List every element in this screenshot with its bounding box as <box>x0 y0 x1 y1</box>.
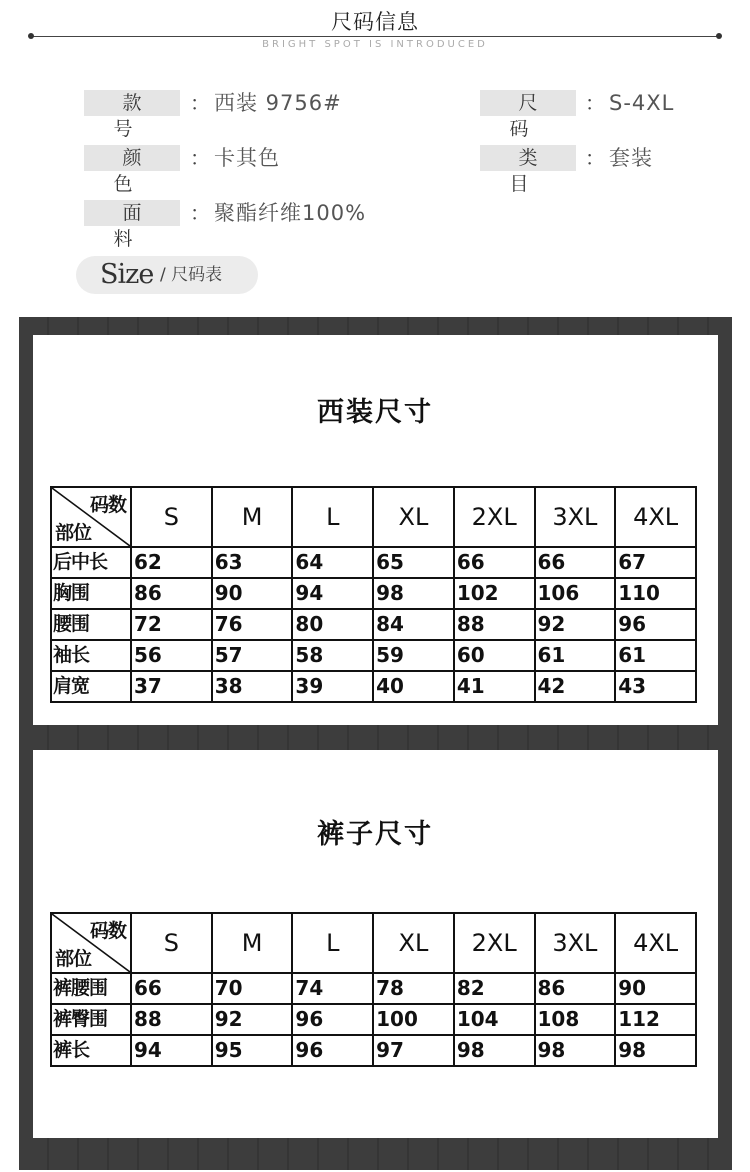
table-cell: 98 <box>615 1035 696 1066</box>
category-value: 套装 <box>609 146 653 170</box>
column-header: M <box>212 487 293 547</box>
table-cell: 104 <box>454 1004 535 1035</box>
table-cell: 72 <box>131 609 212 640</box>
column-header: 4XL <box>615 913 696 973</box>
table-cell: 92 <box>212 1004 293 1035</box>
column-header: S <box>131 913 212 973</box>
table-cell: 94 <box>131 1035 212 1066</box>
corner-cell <box>51 487 131 547</box>
table-cell: 88 <box>454 609 535 640</box>
table-cell: 84 <box>373 609 454 640</box>
size-badge-cn: / 尺码表 <box>160 265 223 285</box>
column-header: 3XL <box>535 913 616 973</box>
table-cell: 60 <box>454 640 535 671</box>
size-badge-en: Size <box>100 259 154 290</box>
row-label: 后中长 <box>51 547 131 578</box>
size-range-value: S-4XL <box>609 91 675 115</box>
fabric-colon: ： <box>190 201 210 225</box>
table-cell: 59 <box>373 640 454 671</box>
table-cell: 108 <box>535 1004 616 1035</box>
style-no-colon: ： <box>190 91 210 115</box>
table-cell: 86 <box>535 973 616 1004</box>
table-cell: 88 <box>131 1004 212 1035</box>
row-label: 裤腰围 <box>51 973 131 1004</box>
table-row <box>51 640 696 671</box>
table-cell: 39 <box>292 671 373 702</box>
corner-size-label: 码数 <box>89 494 126 516</box>
table-header-row <box>51 487 696 547</box>
row-label: 裤臀围 <box>51 1004 131 1035</box>
row-label: 胸围 <box>51 578 131 609</box>
column-header: M <box>212 913 293 973</box>
column-header: S <box>131 487 212 547</box>
table-cell: 64 <box>292 547 373 578</box>
table-cell: 97 <box>373 1035 454 1066</box>
column-header: 2XL <box>454 913 535 973</box>
table-cell: 86 <box>131 578 212 609</box>
color-colon: ： <box>190 146 210 170</box>
column-header: 2XL <box>454 487 535 547</box>
table-cell: 106 <box>535 578 616 609</box>
table-cell: 70 <box>212 973 293 1004</box>
table-cell: 100 <box>373 1004 454 1035</box>
table-cell: 38 <box>212 671 293 702</box>
table-row <box>51 1035 696 1066</box>
table-row <box>51 609 696 640</box>
row-label: 腰围 <box>51 609 131 640</box>
table-cell: 67 <box>615 547 696 578</box>
table-row <box>51 578 696 609</box>
table-cell: 96 <box>615 609 696 640</box>
page-subtitle-text: BRIGHT SPOT IS INTRODUCED <box>252 39 498 50</box>
table-cell: 110 <box>615 578 696 609</box>
table-cell: 56 <box>131 640 212 671</box>
table-cell: 63 <box>212 547 293 578</box>
table-row <box>51 671 696 702</box>
suit-size-table <box>50 486 697 703</box>
table-cell: 58 <box>292 640 373 671</box>
corner-cell <box>51 913 131 973</box>
table-cell: 95 <box>212 1035 293 1066</box>
column-header: L <box>292 487 373 547</box>
corner-size-label: 码数 <box>89 920 126 942</box>
color-label: 颜 色 <box>84 145 180 171</box>
table-cell: 42 <box>535 671 616 702</box>
row-label: 肩宽 <box>51 671 131 702</box>
row-label: 袖长 <box>51 640 131 671</box>
page-title: 尺码信息 <box>331 10 419 34</box>
header-divider <box>30 36 720 37</box>
size-range-colon: ： <box>585 91 605 115</box>
table-cell: 112 <box>615 1004 696 1035</box>
table-cell: 80 <box>292 609 373 640</box>
table-cell: 37 <box>131 671 212 702</box>
fabric-label: 面 料 <box>84 200 180 226</box>
category-label: 类 目 <box>480 145 576 171</box>
table-cell: 78 <box>373 973 454 1004</box>
page-subtitle <box>0 39 750 50</box>
table-header-row <box>51 913 696 973</box>
table-cell: 41 <box>454 671 535 702</box>
table-cell: 66 <box>131 973 212 1004</box>
table-cell: 90 <box>212 578 293 609</box>
table-cell: 98 <box>535 1035 616 1066</box>
table-cell: 43 <box>615 671 696 702</box>
table-cell: 74 <box>292 973 373 1004</box>
table-cell: 61 <box>535 640 616 671</box>
size-range-label: 尺 码 <box>480 90 576 116</box>
column-header: XL <box>373 487 454 547</box>
corner-part-label: 部位 <box>55 522 92 544</box>
table-cell: 66 <box>535 547 616 578</box>
table-cell: 94 <box>292 578 373 609</box>
column-header: XL <box>373 913 454 973</box>
table-row <box>51 1004 696 1035</box>
corner-part-label: 部位 <box>55 948 92 970</box>
table-cell: 65 <box>373 547 454 578</box>
table-cell: 62 <box>131 547 212 578</box>
style-no-label: 款 号 <box>84 90 180 116</box>
column-header: 4XL <box>615 487 696 547</box>
table-cell: 96 <box>292 1004 373 1035</box>
table-cell: 61 <box>615 640 696 671</box>
table-cell: 66 <box>454 547 535 578</box>
table-cell: 98 <box>373 578 454 609</box>
table-row <box>51 973 696 1004</box>
suit-table-title: 西装尺寸 <box>317 397 433 428</box>
table-row <box>51 547 696 578</box>
table-cell: 98 <box>454 1035 535 1066</box>
table-cell: 90 <box>615 973 696 1004</box>
row-label: 裤长 <box>51 1035 131 1066</box>
table-cell: 76 <box>212 609 293 640</box>
pants-size-table <box>50 912 697 1067</box>
table-cell: 92 <box>535 609 616 640</box>
column-header: L <box>292 913 373 973</box>
pants-table-title: 裤子尺寸 <box>317 819 433 850</box>
style-no-value: 西装 9756# <box>214 91 342 115</box>
table-cell: 40 <box>373 671 454 702</box>
table-cell: 96 <box>292 1035 373 1066</box>
category-colon: ： <box>585 146 605 170</box>
color-value: 卡其色 <box>214 146 280 170</box>
fabric-value: 聚酯纤维100% <box>214 201 367 225</box>
table-cell: 57 <box>212 640 293 671</box>
table-cell: 82 <box>454 973 535 1004</box>
table-cell: 102 <box>454 578 535 609</box>
column-header: 3XL <box>535 487 616 547</box>
